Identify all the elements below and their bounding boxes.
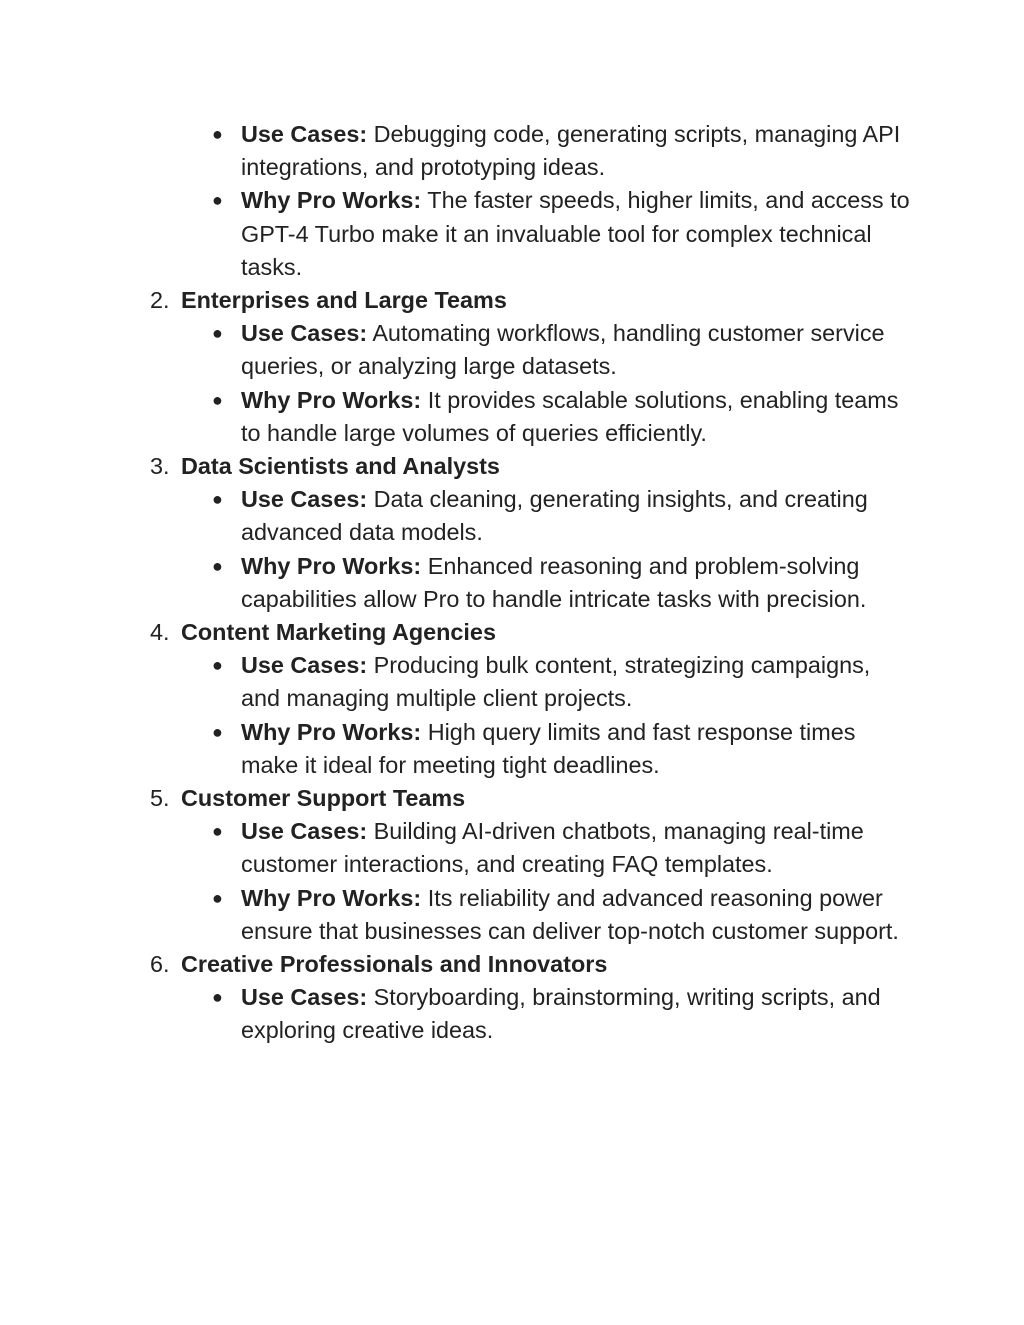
- bullet-icon: ●: [212, 555, 223, 576]
- bullet-text: Data cleaning, generating insights, and creating advanced data models.: [241, 486, 868, 546]
- bullet-icon: ●: [212, 987, 223, 1008]
- bullet-text: Producing bulk content, strategizing campaigns, and managing multiple client projects.: [241, 652, 871, 712]
- section-title: Data Scientists and Analysts: [181, 453, 500, 480]
- section-title: Content Marketing Agencies: [181, 619, 496, 646]
- list-item: [0, 384, 911, 450]
- list-item: [0, 882, 911, 948]
- section-number: 5.: [150, 785, 170, 812]
- bullet-icon: ●: [212, 655, 223, 676]
- section-bullet-list: [0, 981, 1024, 1047]
- bullet-icon: ●: [212, 821, 223, 842]
- bullet-label: Why Pro Works:: [241, 386, 422, 413]
- section-bullet-list: [0, 815, 1024, 948]
- list-item: [0, 118, 911, 184]
- bullet-text: Enhanced reasoning and problem-solving capabilities allow Pro to handle intricate tasks with precision.: [241, 552, 867, 612]
- list-item: [0, 184, 911, 284]
- bullet-icon: ●: [212, 887, 223, 908]
- bullet-text: High query limits and fast response times make it ideal for meeting tight deadlines.: [241, 718, 856, 778]
- section-number: 6.: [150, 951, 170, 978]
- bullet-text: Debugging code, generating scripts, managing API integrations, and prototyping ideas.: [241, 121, 901, 181]
- section-title: Enterprises and Large Teams: [181, 287, 507, 314]
- bullet-icon: ●: [212, 721, 223, 742]
- bullet-text: The faster speeds, higher limits, and access to GPT-4 Turbo make it an invaluable tool for complex technical tasks.: [241, 187, 910, 280]
- list-item: [0, 649, 911, 715]
- bullet-text: Storyboarding, brainstorming, writing scripts, and exploring creative ideas.: [241, 984, 881, 1044]
- bullet-label: Why Pro Works:: [241, 187, 422, 214]
- bullet-label: Why Pro Works:: [241, 718, 422, 745]
- section-heading: [0, 948, 1024, 981]
- bullet-text: Its reliability and advanced reasoning power ensure that businesses can deliver top-notch customer support.: [241, 884, 899, 944]
- bullet-label: Use Cases:: [241, 486, 368, 513]
- section-number: 2.: [150, 287, 170, 314]
- section-heading: [0, 284, 1024, 317]
- bullet-text: Building AI-driven chatbots, managing real-time customer interactions, and creating FAQ templates.: [241, 818, 864, 878]
- section-bullet-list: [0, 483, 1024, 616]
- bullet-label: Use Cases:: [241, 984, 368, 1011]
- bullet-label: Use Cases:: [241, 818, 368, 845]
- section-title: Creative Professionals and Innovators: [181, 951, 608, 978]
- section-bullet-list: [0, 649, 1024, 782]
- list-item: [0, 981, 911, 1047]
- section-heading: [0, 616, 1024, 649]
- section-number: 4.: [150, 619, 170, 646]
- section-heading: [0, 450, 1024, 483]
- bullet-label: Why Pro Works:: [241, 884, 422, 911]
- list-item: [0, 483, 911, 549]
- bullet-icon: ●: [212, 323, 223, 344]
- bullet-label: Why Pro Works:: [241, 552, 422, 579]
- section-heading: [0, 782, 1024, 815]
- section-number: 3.: [150, 453, 170, 480]
- bullet-icon: ●: [212, 124, 223, 144]
- bullet-label: Use Cases:: [241, 320, 368, 347]
- bullet-text: Automating workflows, handling customer service queries, or analyzing large datasets.: [241, 320, 885, 380]
- section-title: Customer Support Teams: [181, 785, 466, 812]
- list-item: [0, 317, 911, 383]
- section-bullet-list: [0, 317, 1024, 450]
- document-page: [0, 118, 1024, 1048]
- list-item: [0, 815, 911, 881]
- bullet-icon: ●: [212, 489, 223, 510]
- list-item: [0, 550, 911, 616]
- intro-bullet-list: [0, 118, 1024, 284]
- list-item: [0, 716, 911, 782]
- bullet-label: Use Cases:: [241, 121, 368, 147]
- bullet-icon: ●: [212, 190, 223, 211]
- bullet-text: It provides scalable solutions, enabling teams to handle large volumes of queries efficiently.: [241, 386, 899, 446]
- bullet-label: Use Cases:: [241, 652, 368, 679]
- bullet-icon: ●: [212, 389, 223, 410]
